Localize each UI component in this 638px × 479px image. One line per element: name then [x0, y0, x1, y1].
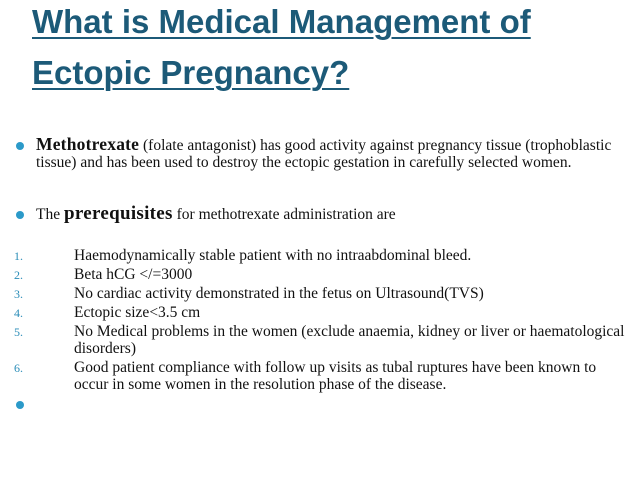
item-number: 6.	[14, 361, 23, 375]
title-line-2: Ectopic Pregnancy?	[32, 54, 350, 91]
item-number: 3.	[14, 287, 23, 301]
item-text: No Medical problems in the women (exclude anaemia, kidney or liver or haematological disorders)	[74, 323, 625, 357]
bullet-dot-icon	[16, 211, 24, 219]
bullet-prefix: The	[36, 206, 64, 223]
bullet-body: for methotrexate administration are	[172, 206, 396, 223]
item-number: 5.	[14, 325, 23, 339]
item-text: No cardiac activity demonstrated in the fetus on Ultrasound(TVS)	[74, 285, 484, 302]
title-line-1: What is Medical Management of	[32, 3, 531, 40]
item-number: 1.	[14, 249, 23, 263]
bullet-body: (folate antagonist) has good activity against pregnancy tissue (trophoblastic tissue) and has been used to destroy the ectopic gestation in carefully selected women.	[36, 137, 612, 171]
item-text: Haemodynamically stable patient with no intraabdominal bleed.	[74, 247, 472, 264]
item-number: 2.	[14, 268, 23, 282]
bullet-keyword: Methotrexate	[36, 134, 140, 154]
bullet-keyword: prerequisites	[63, 203, 173, 224]
item-text: Beta hCG </=3000	[74, 266, 193, 283]
bullet-text	[36, 205, 624, 223]
item-number: 4.	[14, 306, 23, 320]
bullet-dot-icon	[16, 142, 24, 150]
item-text: Ectopic size<3.5 cm	[74, 304, 201, 321]
bullet-dot-icon	[16, 401, 24, 409]
bullet-text	[36, 136, 624, 171]
item-text: Good patient compliance with follow up visits as tubal ruptures have been known to occur in some women in the resolution phase of the disease.	[74, 359, 597, 393]
